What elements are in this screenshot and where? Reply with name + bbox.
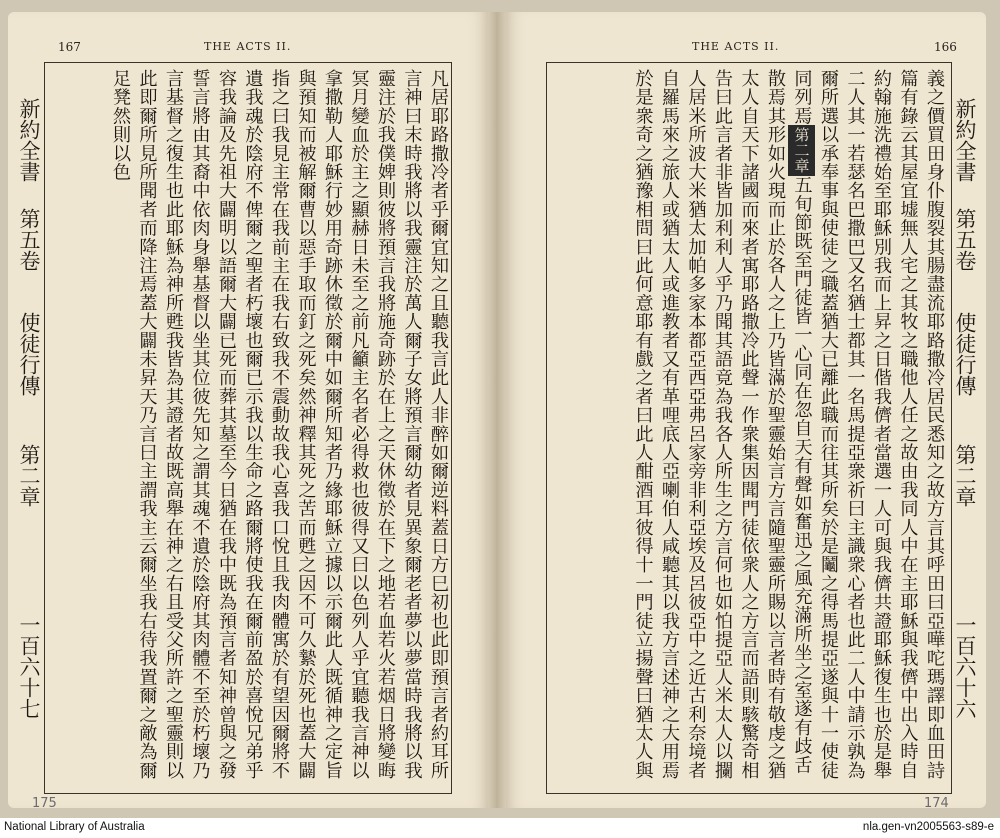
right-pencil-number: 174 [924, 796, 949, 811]
left-page-number: 167 [58, 40, 81, 54]
right-text-frame [546, 62, 952, 794]
left-title-column: 新約全書 [17, 98, 41, 182]
right-page-number: 166 [934, 40, 957, 54]
chapter-heading-tag: 第二章 [788, 125, 815, 176]
footer-library-name: National Library of Australia [4, 821, 145, 833]
left-page [8, 12, 488, 811]
right-body-text-part1: 義之價買田身仆腹裂其腸盡流耶路撒冷居民悉知之故方言其呼田曰亞嘩咜瑪譯即血田詩篇有錄云其屋宜墟無人宅之其牧之職他人任之故由我同人中在主耶穌與我儕中出入時自約翰施洗禮始至耶穌別我而上昇之日偕我儕者當選一人可與我儕共證耶穌復生也於是舉二人其一若瑟名巴撒巴又名猶士都其一名馬提亞衆祈曰主識衆心者也此二人中請示孰為爾所選以承奉事與使徒之職蓋猶大已離此職而往其所矣於是鬮之得馬提亞遂與十一使徒同列焉 [791, 69, 945, 780]
right-body-text-part2: 五旬節既至門徒皆一心同在忽自天有聲如奮迅之風充滿所坐之室遂有歧舌散焉其形如火現而止於各人之上乃皆滿於聖靈始言方言隨聖靈所賜以言者時有敬虔之猶太人自天下諸國而來者寓耶路撒冷此聲一作衆集因聞門徒依衆人之方言而語則駭驚奇相告曰此言者非皆加利利人乎乃聞其語竟為我各人所生之方言何也如怕提亞人米太人以攔人居米所波大米猶太加帕多家本都亞西亞弗呂家旁非利亞埃及呂彼亞中之近古利奈境者自羅馬來之旅人或猶太人或進教者又有革哩底人亞喇伯人咸聽其以我方言述神之大用焉於是衆奇之猶豫相問曰此何意耶有戲之者曰此人酣酒耳彼得十一門徒立揚聲曰猶太人與 [632, 69, 813, 780]
left-book-column: 使徒行傳 [17, 312, 41, 396]
right-book-column: 使徒行傳 [953, 312, 977, 396]
right-volume-column: 第五卷 [953, 208, 977, 271]
left-volume-column: 第五卷 [17, 208, 41, 271]
left-folio-column: 一百六十七 [17, 614, 41, 719]
left-body-text: 凡居耶路撒冷者乎爾宜知之且聽我言此人非醉如爾逆料蓋日方巳初也此即預言者約耳所言神曰末時我將以我靈注於萬人爾子女將預言爾幼者見異象爾老者夢以夢當時我將以我靈注於我僕婢則彼將預言我將施奇跡於在上之天休徵於在下之地若血若火若烟日將變晦冥月變血於主之顯赫日未至之前凡籲主名者必得救也彼得又曰以色列人乎宜聽我言神以拿撒勒人耶穌行妙用奇跡休徵於爾中如爾所知者乃緣耶穌立據以示爾此人既循神之定旨與預知而被解爾曹以惡手取而釘之死矣然神釋其死之苦而甦之因不可久縶於死也蓋大闢指之曰我見主常在我前主在我右致我不震動故我心喜我口悅且我肉體寓於有望因爾將不遺我魂於陰府不俾爾之聖者朽壞也爾已示我以生命之路爾將使我在爾前盈於喜悅兄弟乎容我論及先祖大闢明以語爾大闢已死而葬其墓至今日猶在我中既為預言者知神曾與之發誓言將由其裔中依肉身舉基督以坐其位彼先知之謂其魂不遺於陰府其肉體不至於朽壞乃言基督之復生也此耶穌為神所甦我皆為其證者故既高舉在神之右且受父所許之聖靈則以此即爾所見所聞者而降注焉蓋大闢未昇天乃言曰主謂我主云爾坐我右待我置爾之敵為爾足凳然則以色 [110, 69, 449, 780]
left-running-header: THE ACTS II. [204, 40, 292, 53]
left-chapter-column: 第二章 [17, 444, 41, 507]
right-title-column: 新約全書 [953, 98, 977, 182]
footer-record-id: nla.gen-vn2005563-s89-e [862, 821, 994, 833]
left-text-frame [44, 62, 452, 794]
right-running-header: THE ACTS II. [692, 40, 780, 53]
right-body-text [555, 69, 947, 787]
left-pencil-number: 175 [32, 796, 57, 811]
right-folio-column: 一百六十六 [953, 614, 977, 719]
right-chapter-column: 第二章 [953, 444, 977, 507]
right-page [506, 12, 986, 811]
book-gutter [488, 12, 506, 808]
archive-footer [0, 818, 1000, 838]
